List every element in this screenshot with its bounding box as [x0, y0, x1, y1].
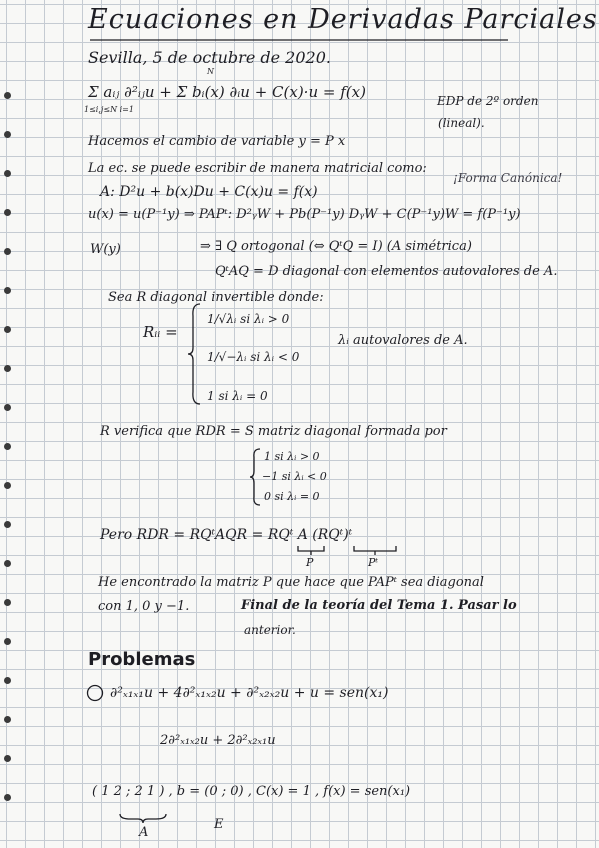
problem-1-equation: ∂²ₓ₁ₓ₁u + 4∂²ₓ₁ₓ₂u + ∂²ₓ₂ₓ₂u + u = sen(x₁)	[110, 685, 389, 701]
R-case-negative: 1/√−λᵢ si λᵢ < 0	[207, 350, 300, 364]
S-case-negative: −1 si λᵢ < 0	[262, 470, 327, 483]
pero-line: Pero RDR = RQᵗAQR = RQᵗ A (RQᵗ)ᵗ	[100, 527, 353, 543]
date-line: Sevilla, 5 de octubre de 2020.	[88, 48, 331, 67]
R-case-positive: 1/√λᵢ si λᵢ > 0	[207, 312, 290, 326]
R-case-zero: 1 si λᵢ = 0	[207, 389, 268, 403]
change-variable-line: Hacemos el cambio de variable y = P x	[88, 134, 346, 149]
Pt-label: Pᵗ	[368, 556, 379, 569]
eigenvalues-note: λᵢ autovalores de A.	[338, 333, 468, 348]
sea-R-line: Sea R diagonal invertible donde:	[108, 290, 324, 305]
binding-holes	[0, 0, 20, 848]
edp-label-2: (lineal).	[438, 116, 485, 130]
A-label: A	[139, 825, 149, 840]
main-equation-sup: N	[207, 67, 214, 76]
problem-1-matrix: ( 1 2 ; 2 1 ) , b = (0 ; 0) , C(x) = 1 , f(x) = sen(x₁)	[92, 784, 411, 799]
problem-1-equation-2: 2∂²ₓ₁ₓ₂u + 2∂²ₓ₂ₓ₁u	[160, 733, 276, 748]
equation-W: W(y)	[90, 242, 121, 257]
main-equation-sub: 1≤i,j≤N i=1	[84, 105, 134, 114]
problem-number-circle	[86, 684, 104, 702]
canonical-form-note: ¡Forma Canónica!	[453, 171, 563, 185]
equation-u: u(x) = u(P⁻¹y) ⇒ PAPᵗ: D²ᵧW + Pb(P⁻¹y) DᵧW + C(P⁻¹y)W = f(P⁻¹y)	[88, 207, 521, 222]
orthogonal-line: ⇒ ∃ Q ortogonal (⇔ QᵗQ = I) (A simétrica)	[200, 239, 472, 254]
final-theory-line: Final de la teoría del Tema 1. Pasar lo	[241, 598, 517, 613]
page-title: Ecuaciones en Derivadas Parciales	[88, 4, 598, 35]
P-label: P	[306, 556, 314, 569]
found-matrix-line: He encontrado la matriz P que hace que PAPᵗ sea diagonal	[98, 575, 484, 590]
title-underline	[90, 38, 510, 42]
E-label: E	[214, 817, 224, 832]
edp-label: EDP de 2º orden	[437, 94, 539, 108]
R-definition-label: Rᵢᵢ =	[143, 323, 178, 341]
problems-heading: Problemas	[88, 649, 196, 670]
S-case-positive: 1 si λᵢ > 0	[264, 450, 320, 463]
matrix-form-line: La ec. se puede escribir de manera matricial como:	[88, 161, 427, 176]
main-equation: Σ aᵢⱼ ∂²ᵢⱼu + Σ bᵢ(x) ∂ᵢu + C(x)·u = f(x)	[88, 83, 366, 101]
S-case-zero: 0 si λᵢ = 0	[264, 490, 320, 503]
R-verifies-line: R verifica que RDR = S matriz diagonal formada por	[100, 424, 447, 439]
diagonal-line: QᵗAQ = D diagonal con elementos autovalores de A.	[215, 264, 558, 279]
R-brace	[188, 302, 202, 406]
A-underbrace	[118, 812, 168, 824]
with-values-line: con 1, 0 y −1.	[98, 599, 190, 614]
S-brace	[250, 448, 262, 506]
equation-A: A: D²u + b(x)Du + C(x)u = f(x)	[100, 184, 318, 200]
final-theory-line-2: anterior.	[244, 623, 296, 637]
